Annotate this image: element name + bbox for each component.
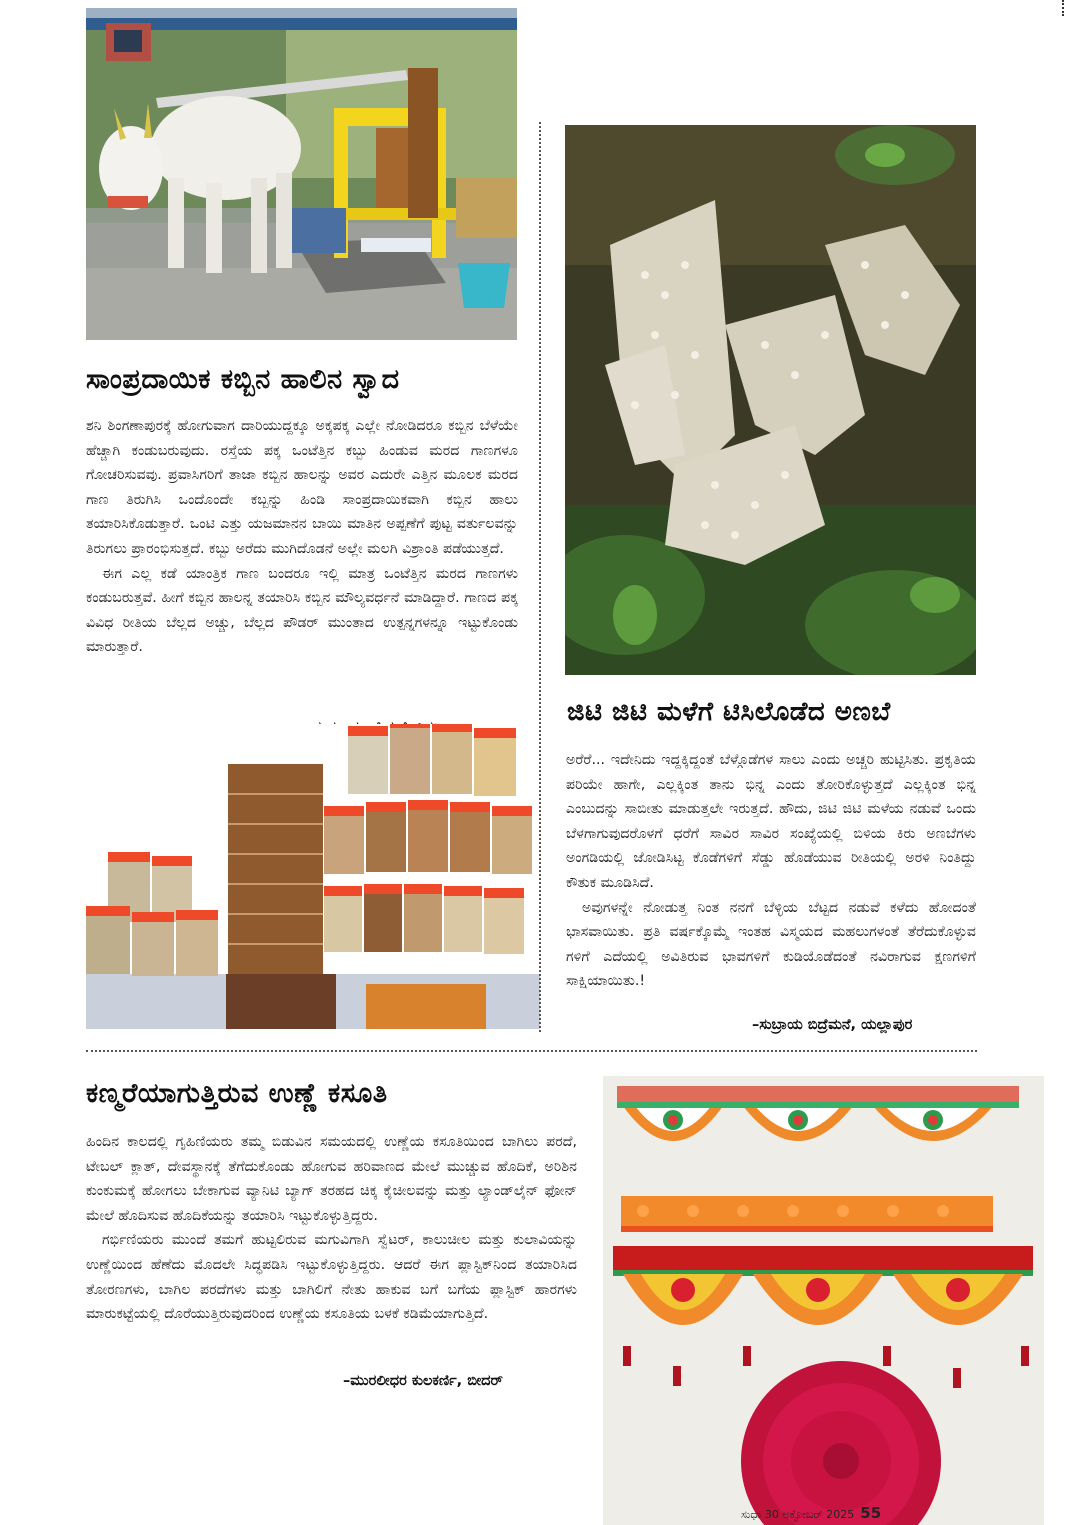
mushroom-paragraph-2: ಅವುಗಳನ್ನೇ ನೋಡುತ್ತ ನಿಂತ ನನಗೆ ಬೆಳ್ಳಿಯ ಬೆಟ್ಟದ ನಡುವೆ ಕಳೆದು ಹೋದಂತೆ ಭಾಸವಾಯಿತು. ಪ್ರತಿ ವರ್ಷಕ್ಕೊಮ್ಮೆ ಇಂತಹ ವಿಸ್ಮಯದ ಮಹಲುಗಳಂತೆ ತೆರೆದುಕೊಳ್ಳುವ ಗಳಿಗೆ ಎದೆಯಲ್ಲಿ ಅವಿತಿರುವ ಭಾವಗಳಿಗೆ ಕುಡಿಯೊಡೆದಂತೆ ನವಿರಾಗುವ ಕ್ಷಣಗಳಿಗೆ ಸಾಕ್ಷಿಯಾಯಿತು.! (566, 899, 976, 990)
woolcraft-byline: –ಮುರಲೀಧರ ಕುಲಕರ್ಣಿ, ಬೀದರ್ (343, 1373, 503, 1389)
woolcraft-paragraph-1: ಹಿಂದಿನ ಕಾಲದಲ್ಲಿ ಗೃಹಿಣಿಯರು ತಮ್ಮ ಬಿಡುವಿನ ಸಮಯದಲ್ಲಿ ಉಣ್ಣೆಯ ಕಸೂತಿಯಿಂದ ಬಾಗಿಲು ಪರದೆ, ಟೇಬಲ್ ಕ್ಲಾತ್, ದೇವಸ್ಥಾನಕ್ಕೆ ತೆಗೆದುಕೊಂಡು ಹೋಗುವ ಹರಿವಾಣದ ಮೇಲೆ ಮುಚ್ಚುವ ಹೊದಿಕೆ, ಅರಿಶಿನ ಕುಂಕುಮಕ್ಕೆ ಹೋಗಲು ಬೇಕಾಗುವ ವ್ಯಾನಿಟಿ ಬ್ಯಾಗ್ ತರಹದ ಚಿಕ್ಕ ಕೈಚೀಲವನ್ನು ಮತ್ತು ಲ್ಯಾಂಡ್‌ಲೈನ್ ಫೋನ್ ಮೇಲೆ ಹೊದಿಸುವ ಹೊದಿಕೆಯನ್ನು ತಯಾರಿಸಿ ಇಟ್ಟುಕೊಳ್ಳುತ್ತಿದ್ದರು. (86, 1134, 577, 1224)
crochet-torans-photo (603, 1076, 1044, 1525)
page-folio (741, 1504, 881, 1522)
mushroom-byline: –ಸುಬ್ರಾಯ ಬಿದ್ರೆಮನೆ, ಯಲ್ಲಾಪುರ (752, 1017, 913, 1033)
sugarcane-paragraph-2: ಈಗ ಎಲ್ಲ ಕಡೆ ಯಾಂತ್ರಿಕ ಗಾಣ ಬಂದರೂ ಇಲ್ಲಿ ಮಾತ್ರ ಒಂಟೆತ್ತಿನ ಮರದ ಗಾಣಗಳು ಕಂಡುಬರುತ್ತವೆ. ಹೀಗೆ ಕಬ್ಬಿನ ಹಾಲನ್ನ ತಯಾರಿಸಿ ಕಬ್ಬಿನ ಮೌಲ್ಯವರ್ಧನೆ ಮಾಡಿದ್ದಾರೆ. ಗಾಣದ ಪಕ್ಕ ವಿವಿಧ ರೀತಿಯ ಬೆಲ್ಲದ ಅಚ್ಚು, ಬೆಲ್ಲದ ಪೌಡರ್ ಮುಂತಾದ ಉತ್ಪನ್ನಗಳನ್ನೂ ಇಟ್ಟುಕೊಂಡು ಮಾರುತ್ತಾರೆ. (86, 565, 518, 656)
corner-trim-mark (1062, 0, 1064, 16)
woolcraft-body (86, 1130, 577, 1327)
sugarcane-press-photo (86, 8, 517, 340)
mushroom-cluster-photo (565, 125, 976, 675)
issue-date: ಸುಧಾ 30 ಅಕ್ಟೋಬರ್ 2025 (741, 1508, 855, 1521)
woolcraft-headline: ಕಣ್ಮರೆಯಾಗುತ್ತಿರುವ ಉಣ್ಣೆ ಕಸೂತಿ (86, 1078, 388, 1109)
mushroom-body (566, 748, 976, 994)
jaggery-products-photo (86, 724, 540, 1029)
sugarcane-headline: ಸಾಂಪ್ರದಾಯಿಕ ಕಬ್ಬಿನ ಹಾಲಿನ ಸ್ವಾದ (86, 364, 400, 395)
section-divider (86, 1050, 977, 1052)
page-number: 55 (860, 1504, 882, 1522)
woolcraft-paragraph-2: ಗರ್ಭಿಣಿಯರು ಮುಂದೆ ತಮಗೆ ಹುಟ್ಟಲಿರುವ ಮಗುವಿಗಾಗಿ ಸ್ವೆಟರ್, ಕಾಲುಚೀಲ ಮತ್ತು ಕುಲಾವಿಯನ್ನು ಉಣ್ಣೆಯಿಂದ ಹೆಣೆದು ಮೊದಲೇ ಸಿದ್ಧಪಡಿಸಿ ಇಟ್ಟುಕೊಳ್ಳುತ್ತಿದ್ದರು. ಆದರೆ ಈಗ ಪ್ಲಾಸ್ಟಿಕ್‌ನಿಂದ ತಯಾರಿಸಿದ ತೋರಣಗಳು, ಬಾಗಿಲ ಪರದೆಗಳು ಮತ್ತು ಬಾಗಿಲಿಗೆ ನೇತು ಹಾಕುವ ಬಗೆ ಬಗೆಯ ಪ್ಲಾಸ್ಟಿಕ್ ಹಾರಗಳು ಮಾರುಕಟ್ಟೆಯಲ್ಲಿ ದೊರೆಯುತ್ತಿರುವುದರಿಂದ ಉಣ್ಣೆಯ ಕಸೂತಿಯ ಬಳಕೆ ಕಡಿಮೆಯಾಗುತ್ತಿದೆ. (86, 1232, 577, 1323)
column-divider (539, 122, 541, 1032)
mushroom-paragraph-1: ಅರೆರೆ... ಇದೇನಿದು ಇದ್ದಕ್ಕಿದ್ದಂತೆ ಬೆಳ್ಗೊಡೆಗಳ ಸಾಲು ಎಂದು ಅಚ್ಚರಿ ಹುಟ್ಟಿಸಿತು. ಪ್ರಕೃತಿಯ ಪರಿಯೇ ಹಾಗೇ, ಎಲ್ಲಕ್ಕಿಂತ ತಾನು ಭಿನ್ನ ಎಂದು ತೋರಿಕೊಳ್ಳುತ್ತದೆ ಎಲ್ಲಕ್ಕಿಂತ ಭಿನ್ನ ಎಂಬುದನ್ನು ಸಾಬೀತು ಮಾಡುತ್ತಲೇ ಇರುತ್ತದೆ. ಹೌದು, ಜಿಟಿ ಜಿಟಿ ಮಳೆಯ ನಡುವೆ ಒಂದು ಬೆಳಗಾಗುವುದರೊಳಗೆ ಧರೆಗೆ ಸಾವಿರ ಸಾವಿರ ಸಂಖ್ಯೆಯಲ್ಲಿ ಬಿಳಿಯ ಕಿರು ಅಣಬೆಗಳು ಅಂಗಡಿಯಲ್ಲಿ ಜೋಡಿಸಿಟ್ಟ ಕೊಡೆಗಳಿಗೆ ಸೆಡ್ಡು ಹೊಡೆಯುವ ರೀತಿಯಲ್ಲಿ ಅರಳಿ ನಿಂತಿದ್ದು ಕೌತುಕ ಮೂಡಿಸಿದೆ. (566, 752, 976, 891)
sugarcane-paragraph-1: ಶನಿ ಶಿಂಗಣಾಪುರಕ್ಕೆ ಹೋಗುವಾಗ ದಾರಿಯುದ್ದಕ್ಕೂ ಅಕ್ಕಪಕ್ಕ ಎಲ್ಲೇ ನೋಡಿದರೂ ಕಬ್ಬಿನ ಬೆಳೆಯೇ ಹೆಚ್ಚಾಗಿ ಕಂಡುಬರುವುದು. ರಸ್ತೆಯ ಪಕ್ಕ ಒಂಟೆತ್ತಿನ ಕಬ್ಬು ಹಿಂಡುವ ಮರದ ಗಾಣಗಳೂ ಗೋಚರಿಸುವವು. ಪ್ರವಾಸಿಗರಿಗೆ ತಾಜಾ ಕಬ್ಬಿನ ಹಾಲನ್ನು ಅವರ ಎದುರೇ ಎತ್ತಿನ ಮೂಲಕ ಮರದ ಗಾಣ ತಿರುಗಿಸಿ ಒಂದೊಂದೇ ಕಬ್ಬನ್ನು ಹಿಂಡಿ ಸಾಂಪ್ರದಾಯಿಕವಾಗಿ ಕಬ್ಬಿನ ಹಾಲು ತಯಾರಿಸಿಕೊಡುತ್ತಾರೆ. ಒಂಟಿ ಎತ್ತು ಯಜಮಾನನ ಬಾಯಿ ಮಾತಿನ ಅಪ್ಪಣೆಗೆ ಪುಟ್ಟ ವರ್ತುಲವನ್ನು ತಿರುಗಲು ಪ್ರಾರಂಭಿಸುತ್ತದೆ. ಕಬ್ಬು ಅರೆದು ಮುಗಿದೊಡನೆ ಅಲ್ಲೇ ಮಲಗಿ ವಿಶ್ರಾಂತಿ ಪಡೆಯುತ್ತದೆ. (86, 418, 518, 557)
sugarcane-body (86, 414, 518, 660)
mushroom-headline: ಜಿಟಿ ಜಿಟಿ ಮಳೆಗೆ ಟಿಸಿಲೊಡೆದ ಅಣಬೆ (567, 697, 891, 727)
